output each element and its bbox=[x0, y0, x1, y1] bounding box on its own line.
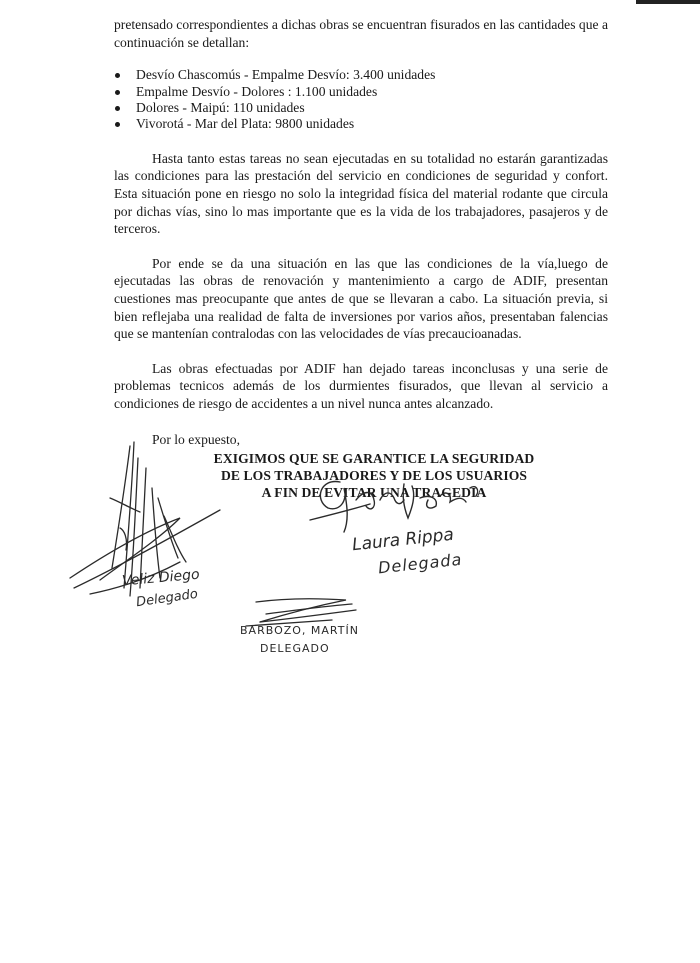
list-item: Desvío Chascomús - Empalme Desvío: 3.400 unidades bbox=[114, 67, 608, 83]
bullet-icon bbox=[115, 106, 120, 111]
closing-line: Por lo expuesto, bbox=[152, 431, 240, 447]
demand-line: A FIN DE EVITAR UNA TRAGEDIA bbox=[261, 485, 487, 501]
signature-rippa bbox=[300, 460, 530, 590]
adif-works-paragraph: Por ende se da una situación en las que las condiciones de la vía,luego de ejecutadas las obras de renovación y mantenimiento a cargo de ADIF, presentan cuestiones mas preocupante que antes de que se llevaran a cabo. La situación previa, si bien reflejaba una realidad de falta de inversiones por varios años, presentaban falencias que se mantenían contralodas con las velocidades de vías precaucioanadas. bbox=[114, 255, 608, 342]
signature-role: Delegado bbox=[135, 586, 199, 611]
unfinished-tasks-paragraph: Las obras efectuadas por ADIF han dejado tareas inconclusas y una serie de problemas tecnicos además de los durmientes fisurados, que llevan al servicio a condiciones de riesgo de accidentes a un nivel nunca antes alcanzado. bbox=[114, 360, 608, 411]
bullet-icon bbox=[115, 122, 120, 127]
demand-line: DE LOS TRABAJADORES Y DE LOS USUARIOS bbox=[220, 468, 528, 484]
signature-name: Veliz Diego bbox=[121, 566, 201, 590]
signature-veliz bbox=[60, 438, 250, 618]
scan-edge-mark bbox=[636, 0, 700, 4]
signature-name: Laura Rippa bbox=[351, 524, 455, 556]
document-body bbox=[114, 16, 608, 501]
signature-role: DELEGADO bbox=[260, 642, 330, 655]
bullet-icon bbox=[115, 73, 120, 78]
bullet-icon bbox=[115, 90, 120, 95]
list-item: Dolores - Maipú: 110 unidades bbox=[114, 100, 608, 116]
signature-barbozo bbox=[236, 592, 436, 662]
list-item: Vivorotá - Mar del Plata: 9800 unidades bbox=[114, 116, 608, 132]
signature-role: Delegada bbox=[377, 549, 464, 578]
fissure-list bbox=[114, 67, 608, 133]
signature-name: BARBOZO, MARTÍN bbox=[240, 624, 359, 637]
list-item: Empalme Desvío - Dolores : 1.100 unidades bbox=[114, 84, 608, 100]
signature-scribble-icon bbox=[60, 438, 250, 618]
intro-paragraph: pretensado correspondientes a dichas obras se encuentran fisurados en las cantidades que a continuación se detallan: bbox=[114, 17, 608, 50]
risk-paragraph: Hasta tanto estas tareas no sean ejecutadas en su totalidad no estarán garantizadas las condiciones para las prestación del servicio en condiciones de seguridad y confort. Esta situación pone en riesgo no solo la integridad física del material rodante que circula por dichas vías, sino lo mas importante que es la vida de los trabajadores, pasajeros y de terceros. bbox=[114, 150, 608, 237]
demand-line: EXIGIMOS QUE SE GARANTICE LA SEGURIDAD bbox=[213, 451, 535, 467]
